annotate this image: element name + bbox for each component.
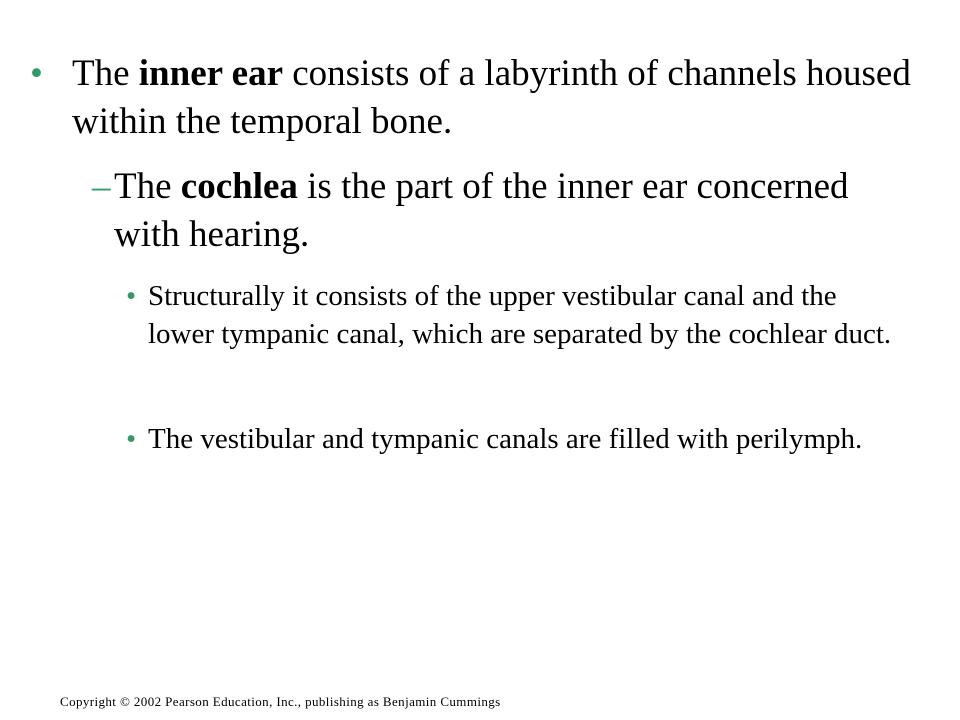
bullet-level2-cochlea — [92, 163, 922, 259]
bullet-marker: • — [126, 280, 137, 312]
bullet-text: Structurally it consists of the upper vestibular canal and the lower tympanic canal, which are separated by the cochlear duct. — [148, 280, 892, 350]
dash-marker: – — [92, 166, 111, 207]
bullet-level1-inner-ear — [30, 50, 930, 146]
bullet-marker: • — [126, 423, 137, 455]
bullet-text — [72, 50, 922, 146]
copyright-footer: Copyright © 2002 Pearson Education, Inc., publishing as Benjamin Cummings — [60, 694, 501, 709]
bullet-marker: • — [30, 53, 43, 94]
bullet-text — [114, 163, 904, 259]
bullet-level3-perilymph — [124, 420, 924, 458]
bullet-level3-structure — [124, 277, 924, 353]
text-rest: is the part of the inner ear concerned with hearing. — [114, 166, 849, 255]
text-rest: consists of a labyrinth of channels housed within the temporal bone. — [72, 53, 911, 142]
text-lead: The — [72, 53, 139, 94]
text-lead: The — [114, 166, 181, 207]
bullet-text: The vestibular and tympanic canals are filled with perilymph. — [148, 423, 863, 455]
term-inner-ear: inner ear — [138, 53, 283, 94]
term-cochlea: cochlea — [180, 166, 298, 207]
